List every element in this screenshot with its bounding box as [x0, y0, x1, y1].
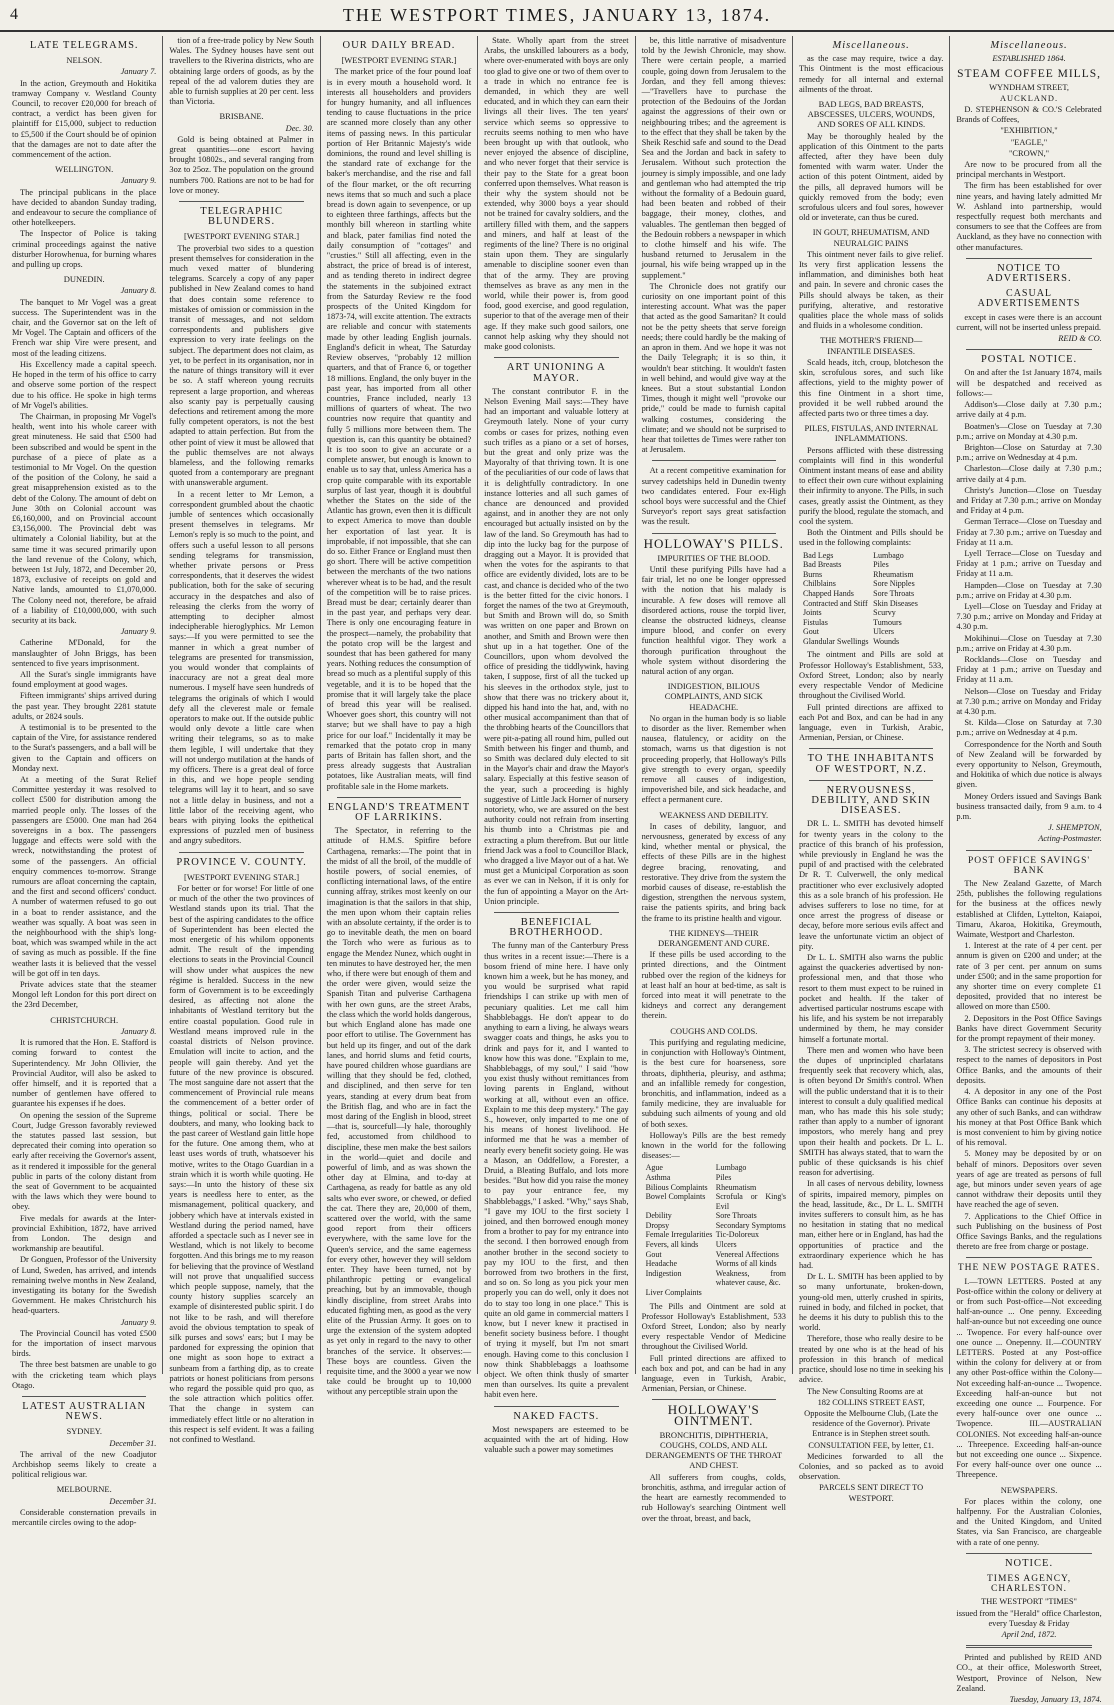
- list-item: Skin Diseases: [873, 598, 918, 608]
- dateline: Dec. 30.: [285, 123, 314, 133]
- dateline: January 8.: [120, 1026, 157, 1036]
- list-item: Worms of all kinds: [715, 1259, 777, 1269]
- list-item: Venereal Affections: [715, 1249, 779, 1259]
- list-item: Rocklands—Close on Tuesday and Friday at 1 p.m.; arrive on Tuesday and Friday at 11 a.m.: [956, 654, 1102, 685]
- newspaper-title: THE WESTPORT TIMES, JANUARY 13, 1874.: [342, 5, 772, 25]
- notice-heading-postage-rates: THE NEW POSTAGE RATES.: [957, 1263, 1101, 1274]
- article-paragraph: A testimonial is to be presented to the captain of the Vire, for assistance rendered to the Surat's passengers, and a ball will be given to the Captain and officers on Monday next.: [12, 723, 157, 773]
- list-item: Addison's—Close daily at 7.30 p.m.; arrive daily at 4 p.m.: [956, 400, 1102, 420]
- list-item: Rheumatism: [873, 569, 914, 579]
- list-item: Ague: [645, 1163, 663, 1173]
- dateline: January 9.: [120, 627, 157, 637]
- dateline: December 31.: [109, 1438, 157, 1448]
- list-item: Ulcers: [715, 1240, 737, 1250]
- article-paragraph: Five medals for awards at the Inter-provincial Exhibition, 1872, have arrived from London. The design and workmanship are beautiful.: [12, 1213, 157, 1254]
- article-paragraph: The Chairman, in proposing Mr Vogel's health, went into his whole career with great minuteness. He said that £500 had been subscribed and would be spent in the purchase of a piece of plate as a testimonial to Mr Vogel. On the question of the position of the Colony, he said a great misapprehension existed as to the debt of the Colony. The amount of debt on June 30th on Colonial account was £6,160,000, and on Provincial account £3,156,000. The Provincial debt was ultimately a Colonial liability, but at the same time it was secured primarily upon the land revenue of the Colony, which, between 1st July, 1872, and December 20, 1873, exclusive of receipts on gold and Native lands, amounted to £1,070,000. The Colony need not, therefore, be afraid of a liability of £10,000,000, with such security at its back.: [12, 411, 157, 625]
- divider: [966, 1553, 1091, 1554]
- list-item: Debility: [645, 1211, 672, 1221]
- advertisement-paragraph: This purifying and regulating medicine, in conjunction with Holloway's Ointment, is the best cure for hoarseness, sore throats, diphtheria, pleurisy, and asthma; and an infallible remedy for congestion, bronchitis, and inflammation, indeed as a family medicine, they are invaluable for subduing such ailments of young and old of both sexes.: [641, 1037, 786, 1129]
- section-heading-art-union: ART UNIONING A MAYOR.: [506, 362, 606, 384]
- advertisement-subheading: COUGHS AND COLDS.: [670, 1025, 758, 1036]
- divider: [652, 1399, 776, 1400]
- notice-heading-advertisers: NOTICE TO ADVERTISERS.: [986, 262, 1072, 285]
- list-item: St. Kilda—Close on Saturday at 7.30 p.m.; arrive on Wednesday at 4 p.m.: [956, 718, 1102, 738]
- advertisement-paragraph: Opposite the Melbourne Club, (Late the residence of the Governor). Private Entrance is in Stephen street south.: [804, 1408, 939, 1439]
- advertisement-paragraph: The Pills and Ointment are sold at Professor Holloway's Establishment, 533 Oxford Street, London; also by nearly every respectable Vendor of Medicine throughout the Civilised World.: [641, 1301, 786, 1352]
- article-paragraph: All the Surat's single immigrants have found employment at good wages.: [12, 669, 157, 690]
- list-item: Charleston—Close daily at 7.30 p.m.; arrive daily at 4 p.m.: [956, 464, 1102, 484]
- article-paragraph: Most newspapers are esteemed to be acquainted with the art of hiding. How valuable such a power may sometimes: [484, 1424, 629, 1455]
- notice-heading-postal: POSTAL NOTICE.: [980, 354, 1078, 366]
- divider: [652, 533, 776, 534]
- list-item: Contracted and Stiff: [802, 598, 868, 608]
- section-heading-daily-bread: OUR DAILY BREAD.: [342, 40, 456, 51]
- advertisement-paragraph: Dr L. L. SMITH has been applied to by so many unfortunate, broken-down, young-old men, utterly crushed in spirits, ruined in body, and filched in pocket, that he deems it his duty to publish this to the world.: [798, 1272, 944, 1333]
- article-paragraph: At a recent competitive examination for survey cadetships held in Dunedin twenty two candidates entered. Four ex-High school boys were successful and the Chief Surveyor's report says great satisfaction was the result.: [641, 466, 786, 527]
- advertisement-paragraph: This ointment never fails to give relief. Its very first application lessens the inflammation, and diminishes both heat and pain. In severe and chronic cases the Pills should always be taken, as their purifying, alterative, and restorative qualities place the whole mass of solids and fluids in a wholesome condition.: [798, 249, 944, 331]
- divider: [809, 748, 933, 749]
- article-paragraph: The arrival of the new Coadjutor Archbishop seems likely to create a political religious war.: [12, 1449, 157, 1480]
- article-paragraph: In the action, Greymouth and Hokitika tramway Company v. Westland County Council, to recover £20,000 for breach of contract, a verdict has been given for plaintiff for £15,000, subject to reduction to £5,500 if the Court should be of opinion that the damages are not to date after the commencement of the action.: [12, 78, 157, 160]
- article-paragraph: be, this little narrative of misadventure told by the Jewish Chronicle, may show. There were certain people, a married couple, going down from Jerusalem to the Jordan, and they fell among thieves:—"Travellers have to purchase the protection of the Bedouins of the Jordan against the aggressions of their own or neighbouring tribes; and the agreement is to the effect that they shall be taken by the Sheik Reschid safe and sound to the Dead Sea and the Jordan and back in safety to Jerusalem. Without such protection the journey is simply impossible, and one lady and gentleman who had attempted the trip without the formality of a Bedouin guard, had been beaten and robbed of their baggage, their money, clothes, and valuables. The gentleman then begged of the Bedouin robbers a newspaper in which to clothe himself and his wife. The husband returned to Jerusalem in the journal, his wife being wrapped up in the supplement.": [641, 36, 786, 280]
- column-1: [6, 36, 163, 1528]
- parcels-line: PARCELS SENT DIRECT TO WESTPORT.: [819, 1483, 924, 1503]
- list-item: Bilious Complaints: [645, 1182, 708, 1192]
- section-heading-naked-facts: NAKED FACTS.: [513, 1410, 600, 1422]
- brand-name: "EXHIBITION,": [1000, 126, 1058, 136]
- advertisement-paragraph: In all cases of nervous debility, lowness of spirits, impaired memory, pimples on the head, lassitude, &c., Dr L. L. SMITH invites sufferers to consult him, as he has no hesitation in stating that no medical man, either here or in England, has had the opportunities of practice and the extraordinary experience which he has had.: [798, 1179, 944, 1271]
- advertisement-heading-nervousness: NERVOUSNESS, DEBILITY, AND SKIN DISEASES.: [811, 784, 931, 817]
- notice-heading-savings-bank: POST OFFICE SAVINGS' BANK: [967, 855, 1091, 876]
- dateline: January 7.: [120, 67, 157, 77]
- column-4: [478, 36, 635, 1455]
- section-heading-province: PROVINCE V. COUNTY.: [176, 856, 307, 868]
- article-paragraph: In a recent letter to Mr Lemon, a correspondent grumbled about the chaotic jumble of sentences which occasionally present themselves in telegrams. Mr Lemon's reply is so much to the point, and offers such a useful lesson to all persons sending telegrams for transmission, whether private persons or Press correspondents, that it deserves the widest publication, both for the sake of securing accuracy in the despatches and also of releasing the clerks from the worry of attempting to decipher almost indecipherable hieroglyphics. Mr Lemon says:—If you were permitted to see the manner in which a great number of telegrams are presented for transmission, you would wonder that complaints of inaccuracy are not a great deal more numerous. I myself have seen hundreds of telegrams the originals of which I would defy all the cleverest male or female operators to make out. If the outside public would only devote a little care when writing their telegrams, so as to make them legible, I will undertake that they will not undergo mutilation at the hands of my officers. There is a great deal of force in this, and we hope people sending telegrams will lay it to heart, and so save not a little delay in business, and not a little labor of the receiving agent, who bears with pitying looks the epithetical expressions of puzzled men of business and angry subeditors.: [169, 489, 314, 846]
- list-item: Sore Throats: [873, 588, 915, 598]
- signature: J. SHEMPTON,: [1048, 823, 1102, 833]
- place-heading: CHRISTCHURCH.: [50, 1014, 119, 1025]
- list-item: Scurvy: [873, 608, 896, 618]
- list-item: 5. Money may be deposited by or on behalf of minors. Depositors over seven years of age are treated as persons of full age, but minors under seven years of age cannot withdraw their deposits until they have reached the age of seven.: [956, 1149, 1102, 1210]
- advertisement-paragraph: All sufferers from coughs, colds, bronchitis, asthma, and irregular action of the heart are earnestly recommended to rub Holloway's searching Ointment well over the throat, breast, and back,: [641, 1472, 786, 1523]
- divider: [966, 349, 1091, 350]
- double-divider: [966, 1645, 1091, 1648]
- list-item: German Terrace—Close on Tuesday and Friday at 7.30 p.m.; arrive on Tuesday and Friday at 11 a.m.: [956, 517, 1102, 547]
- signature-title: Acting-Postmaster.: [1038, 834, 1102, 844]
- dateline: January 8.: [120, 286, 157, 296]
- advertisement-paragraph: There men and women who have been the dupes of unprincipled charlatans frequently seek that recovery which, alas, is often beyond Dr Smith's control. When will the public understand that it is to their interest to consult a duly qualified medical man, who has made this his sole study; rather than apply to a number of ignorant impostors, who merely hang and prey upon their health and pockets. Dr L. L. SMITH has always stated, that to warn the public of these quicksands is his chief reason for advertising.: [798, 1045, 944, 1178]
- section-heading-miscellaneous: Miscellaneous.: [832, 40, 910, 51]
- advertisement-subheading: THE MOTHER'S FRIEND—INFANTILE DISEASES.: [820, 335, 923, 356]
- place-heading: MELBOURNE.: [56, 1484, 112, 1495]
- list-item: Female Irregularities: [645, 1230, 713, 1240]
- place-heading: WELLINGTON.: [55, 164, 114, 175]
- advertisement-paragraph: as the case may require, twice a day. This Ointment is the most efficacious remedy for all internal and external ailments of the throat.: [798, 54, 944, 94]
- article-paragraph: The market price of the four pound loaf is in every mouth a household word. It interests all householders and providers for hungry humanity, and all influences tending to cause fluctuations in the price are scanned more closely than any other items of passing news. In this particular portion of Her Britannic Majesty's wide dominions, the round and level shilling is the standard rate of exchange for the baker's merchandise, and the rise and fall of the flour market, or the oft recurring news items that so much and such a place bread is down again to sevenpence, or up to eighteen three farthings, affects but the monthly bill whereon in startling white and black, pater familias find noted the daily consumption of "cottages" and "crusties." Still all affecting, even in the abstract, the price of bread is of interest, and as tending thereto in indirect degree the statements in the subjoined extract from the Saturday Review re the food prospects of the United Kingdom for 1873-74, will excite attention. The extracts are reliable and concur with statements made by other leading English journals. England's deficit in wheat, The Saturday Review observes, "probably 12 million quarters, and that of France 6, or together 18 millions. England, the only buyer in the past year, has imported from all other countries, France included, nearly 13 millions of quarters of wheat. The two countries now require that quantity and fully 5 millions more between them. The question is, can this quantity be obtained? It is too soon to give an accurate or a complete answer, but enough is known to enable us to say that, unless America has a crop quite comparable with its exportable surplus of last year, though it is doubtful whether the States on the side of the Atlantic has grown, even then it is difficult to expect America to move than double her exportation of last year. It is improbable, if not impossible, that she can do so. Either France or England must then go short. There will be active competition between the merchants of the two nations wherever wheat is to be had, and the result of the competition will be to raise prices. Bread must be dear; certainly dearer than in the past year, and perhaps very dear. There is only one encouraging feature in the prospect—namely, the probability that the potato crop will be the largest and soundest that has been gathered for many years. Nothing reduces the consumption of bread so much as a plentiful supply of this vegetable, and it is to be hoped that the promise that it will largely take the place of bread this year will be realised. Whoever goes short, this country will not starve; but we shall have to pay a high price for our loaf." Incidentally it may be remarked that the potato crop in many parts of Britain has fallen short, and the press already suggests that Australian potatoes, like Australian meats, will find profitable sale in the Home markets.: [326, 67, 472, 791]
- list-item: Bad Breasts: [802, 560, 842, 570]
- brand-name: "CROWN,": [1008, 148, 1050, 158]
- notice-paragraph: Money Orders issued and Savings Bank business transacted daily, from 9 a.m. to 4 p.m.: [956, 791, 1102, 822]
- advertisement-paragraph: Scald heads, itch, croup, blotcheson the skin, scrofulous sores, and such like affections, yield to the mighty power of this fine Ointment in a short time, provided it be well rubbed around the affected parts two or three times a day.: [798, 357, 944, 418]
- place-heading: NELSON.: [66, 55, 103, 66]
- notice-heading: NOTICE.: [1004, 1557, 1054, 1569]
- advertisement-paragraph: except in cases were there is an account current, will not be inserted unless prepaid.: [956, 312, 1102, 332]
- advertisement-subheading: IMPURITIES OF THE BLOOD.: [657, 552, 771, 563]
- list-item: Chapped Hands: [802, 588, 854, 598]
- article-paragraph: The banquet to Mr Vogel was a great success. The Superintendent was in the chair, and the Governor sat on the left of Mr Vogel. The Captain and officers of the French war ship Vire were present, and most of the leading citizens.: [12, 297, 157, 358]
- list-item: Dropsy: [645, 1220, 670, 1230]
- advertisement-paragraph: Dr L. L. SMITH also warns the public against the quackeries advertised by non-professional men, and that those who resort to them must expect to be ruined in pocket and health. If the taker of advertised particular nostrums escape with his life, and his system be not irreparably undermined by them, he may consider himself a fortunate mortal.: [798, 952, 944, 1044]
- advertisement-subheading: PILES, FISTULAS, AND INTERNAL INFLAMMATIONS.: [804, 423, 938, 444]
- divider: [337, 797, 461, 798]
- dateline: January 9.: [120, 1317, 157, 1327]
- article-paragraph: The three best batsmen are unable to go with the cricketing team which plays Otago.: [12, 1360, 157, 1390]
- divider: [494, 357, 618, 358]
- source-line: [WESTPORT EVENING STAR.]: [184, 231, 300, 242]
- article-paragraph: It is rumored that the Hon. E. Stafford is coming forward to contest the Superintendency. Mr John Ollivier, the Provincial Auditor, will also be asked to offer himself, and it is reported that a number of gentlemen have offered to guarantee his expenses if he does.: [12, 1038, 157, 1109]
- section-heading-larrikins: ENGLAND'S TREATMENT OF LARRIKINS.: [327, 801, 471, 824]
- advertisement-paragraph: D. STEPHENSON & CO.'S Celebrated Brands of Coffees,: [956, 105, 1102, 125]
- article-paragraph: The constant contributor F. in the Nelson Evening Mail says:—They have had an important and valuable lottery at Greymouth lately. None of your curry combs or cases for prizes, nothing even such trifles as a piano or a set of horses, but the great and only prize was the Mayoralty of that thriving town. It is one of the peculiarities of our code of laws that it is delightfully contradictory. In one instance lotteries and all such games of chance are denounced and provided against, and in another they are not only encouraged but actually insisted on by the law of the land. So Greymouth has had to dip into the lucky bag for the purpose of dragging out a Mayor. It is provided that when the votes for the aspirants to that office are evidently divided, lots are to be cast, and chance is decided who of the two is the better fitted for the civic honors. I forget the names of the two at Greymouth, but Smith and Brown will do, so Smith was written on one paper and Brown on another, and Smith and Brown were then shut up in a hat together. One of the Councillors, upon whom devolved the office of presiding the tiddlywink, having taken, I suppose, first of all the tucked up his sleeves in the orthodox style, just to show that there was no trickery about it, dipped his hand into the hat, and, with no other musical accompaniment than that of the throbbing hearts of the Councillors that were pit-a-pating all round him, pulled out Smith between his finger and thumb, and so Smith was declared duly elected to sit in the Mayor's chair and draw the Mayor's salary. Especially at this festive season of the year, such a proceeding is highly suggestive of Little Jack Horner of nursery notoriety, who, we are assured on the best authority could not refrain from inserting his thumb into a Christmas pie and extracting a plum therefrom. But our little friend Jack was a fool to Councillor Black, who dragged a live Mayor out of a hat. We must get a Municipal Corporation as soon as ever we can in Nelson, if it is only for the fun of appointing a Mayor on the Art-Union principle.: [484, 386, 629, 906]
- advertisement-paragraph: In cases of debility, languor, and nervousness, generated by excess of any kind, whether mental or physical, the effects of these Pills are in the highest degree bracing, renovating, and restorative. They drive from the system the morbid causes of disease, re-establish the digestion, strengthen the nervous system, raise the patients spirits, and bring back the frame to its pristine health and vigour.: [641, 821, 786, 923]
- section-heading-telegraphic: TELEGRAPHIC BLUNDERS.: [200, 206, 283, 228]
- advertisement-paragraph: Full printed directions are affixed to each Pot and Box, and can be had in any language, even in Turkish, Arabic, Armenian, Persian, or Chinese.: [798, 702, 944, 743]
- divider: [966, 850, 1091, 851]
- article-paragraph: tion of a free-trade policy by New South Wales. The Sydney houses have sent out travellers to the Riverina districts, who are obtaining large orders of goods, as by the repeal of the ad valorem duties they are able to furnish supplies at 20 per cent. less than Victoria.: [169, 36, 314, 107]
- place-heading: SYDNEY.: [66, 1426, 102, 1437]
- divider: [179, 852, 303, 853]
- list-item: Indigestion: [645, 1268, 682, 1278]
- section-heading-australian-news: LATEST AUSTRALIAN NEWS.: [22, 1401, 147, 1423]
- list-item: Bad Legs: [802, 550, 834, 560]
- divider: [494, 1406, 618, 1407]
- article-paragraph: The Inspector of Police is taking criminal proceedings against the native disturber Horowhenua, for burning whares and pulling up crops.: [12, 229, 157, 270]
- column-7: [950, 36, 1107, 1705]
- list-item: Rheumatism: [715, 1182, 757, 1192]
- notice-paragraph: I.—TOWN LETTERS. Posted at any Post-office within the colony or delivery at or from such Post-office—Not exceeding half-an-ounce ... One penny. Exceeding half-an-ounce but not exceeding one ounce ... Twopence. For every half-ounce over one ounce ... Onepenny. II.—COUNTRY LETTERS. Posted at any Post-office within the colony for delivery at or from any other Post-office within the Colony—Not exceeding half-an-ounce ... Twopence. Exceeding half-an-ounce but not exceeding one ounce ... Fourpence. For every half-ounce over one ounce ... Twopence. III.—AUSTRALIAN COLONIES. Not exceeding half-an-ounce ... Threepence. Exceeding half-an-ounce but not exceeding one ounce ... Sixpence. For every half-ounce over one ounce ... Threepence.: [956, 1276, 1102, 1480]
- article-paragraph: Fifteen immigrants' ships arrived during the past year. They brought 2281 statute adults, or 2824 souls.: [12, 691, 157, 721]
- article-paragraph: The Chronicle does not gratify our curiosity on one important point of this interesting account. What was the paper that acted as the good Samaritan? It could not be the petty sheets that serve foreign needs; there could hardly be the making of an apron in them. And we hope it was not the Daily Telegraph; it is so thin, it wouldn't bear stitching. It wouldn't fasten in well behind, and would give way at the knees. But a stout substantial London Times, though it might well "provoke our pride," could be made to furnish capital walking costumes, considering the climate; and we should not be surprised to hear that toilettes de Times were rather ton at Jerusalem.: [641, 281, 786, 455]
- list-item: Burns: [802, 569, 823, 579]
- brand-name: "EAGLE,": [1010, 137, 1048, 147]
- imprint: Printed and published by REID AND CO., at their office, Molesworth Street, Westport, Province of Nelson, New Zealand.: [956, 1653, 1102, 1693]
- article-paragraph: The Provincial Council has voted £500 for the importation of insect marvous birds.: [12, 1328, 157, 1359]
- list-item: Weakness, from whatever cause, &c.: [715, 1268, 786, 1288]
- list-item: 3. The strictest secrecy is observed with respect to the names of depositors in Post Office Banks, and the amounts of their deposits.: [956, 1045, 1102, 1085]
- notice-paragraph: The New Zealand Gazette, of March 25th, publishes the following regulations for the business at the offices newly established at Clifden, Lyttelton, Kaiapoi, Timaru, Akaroa, Hokitika, Greymouth, Waimate, Westport and Charleston.: [956, 879, 1102, 940]
- column-2: [163, 36, 320, 1445]
- signature: REID & CO.: [1058, 334, 1102, 344]
- section-heading-late-telegrams: LATE TELEGRAMS.: [29, 40, 139, 51]
- list-item: Fevers, all kinds: [645, 1240, 699, 1250]
- advertisement-paragraph: Both the Ointment and Pills should be used in the following complaints:: [798, 528, 944, 548]
- divider: [966, 258, 1091, 259]
- column-5: [636, 36, 793, 1523]
- divider: [22, 1396, 146, 1397]
- advertisement-paragraph: Full printed directions are affixed to each box and pot, and can be had in any language, even in Turkish, Arabic, Armenian, Persian, or Chinese.: [641, 1353, 786, 1394]
- advertisement-subheading: INDIGESTION, BILIOUS COMPLAINTS, AND SICK HEADACHE.: [664, 681, 763, 712]
- list-item: Nelson—Close on Tuesday and Friday at 7.30 p.m.; arrive on Monday and Friday at 4.30 p.m.: [956, 686, 1102, 716]
- list-item: Bowel Complaints: [645, 1192, 706, 1202]
- fee-line: CONSULTATION FEE, by letter, £1.: [808, 1440, 934, 1450]
- agency-line: THE WESTPORT "TIMES": [981, 1597, 1077, 1607]
- agency-heading: TIMES AGENCY, CHARLESTON.: [986, 1574, 1072, 1595]
- notice-paragraph: Correspondence for the North and South of New Zealand will be forwarded by every opportunity to Nelson, Greymouth, and Hokitika of which due notice is always given.: [956, 739, 1102, 790]
- city-line: AUCKLAND.: [999, 93, 1059, 103]
- disease-list: [646, 1163, 786, 1297]
- article-paragraph: The funny man of the Canterbury Press thus writes in a recent issue:—There is a bosom friend of mine here. I have only known him a week, but he has money, and you would be surprised what rapid friendships I can strike up with men of pecuniary qualities. Let me call him Shabblebaggs. He don't appear to do anything to earn a living, he always wears swagger coats and things, he asks you to drink and pays for it, and I wanted to know how this was done. "Explain to me, Shabblebaggs, of my soul," I said "how you exist thusly without remittances from loving parents in England, without working at all, without even an office. Explain to me this deep mystery." The gay S., however, only imparted to me one of his means of honest livelihood. He informed me that he was a member of nearly every benefit society going. He was a Mason, an Oddfellow, a Forester, a Druid, a Bleating Buffalo, and lots more besides. "But how did you raise the money to pay your entrance fee, my Shabblebaggs," I asked. "Why," says Shab, "I gave my IOU to the first society I joined, and then borrowed enough money from a brother to pay for my entrance into the second. I then borrowed enough from another brother in the second society to pay my IOU to the first, and then borrowed from two brothers in the first, and so on. So long as you pick your men properly you can do well, only it does not do to stay too long in one place." This is quite an old game in commercial matters I know, but I never knew it practised in benefit society business before. I thought of trying it myself, but I'm not smart enough. Having come to this conclusion I now think Shabblebaggs a loathsome object. We often think thusly of smarter men than ourselves. Its quite a prevalent habit even here.: [484, 941, 629, 1400]
- list-item: Tumours: [873, 617, 902, 627]
- list-item: Mokihinui—Close on Tuesday at 7.30 p.m.; arrive on Friday at 4.30 p.m.: [956, 633, 1102, 653]
- list-item: Piles: [715, 1172, 732, 1182]
- newspaper-columns: [6, 36, 1108, 1705]
- list-item: Secondary Symptoms: [715, 1220, 786, 1230]
- source-line: [WESTPORT EVENING STAR.]: [184, 871, 300, 882]
- notice-paragraph: On and after the 1st January 1874, mails will be despatched and received as follows:—: [956, 368, 1102, 398]
- section-heading-brotherhood: BENEFICIAL BROTHERHOOD.: [509, 917, 604, 939]
- advertisement-subheading: IN GOUT, RHEUMATISM, AND NEURALGIC PAINS: [812, 227, 930, 248]
- list-item: Gout: [645, 1249, 662, 1259]
- advertisement-paragraph: Are now to be procured from all the principal merchants in Westport.: [956, 160, 1102, 180]
- complaint-list: [803, 551, 943, 647]
- list-item: Sore Throats: [715, 1211, 757, 1221]
- list-item: Lumbago: [873, 550, 904, 560]
- advertisement-paragraph: Persons afflicted with these distressing complaints will find in this wonderful Ointment instant means of ease and ability to effect their own cure without explaining their infirmity to anyone. The Pills, in such cases, greatly assist the Ointment, as they purify the blood, regulate the stomach, and cool the system.: [798, 445, 944, 526]
- place-heading: BRISBANE.: [219, 111, 264, 122]
- notice-paragraph: For places within the colony, one halfpenny. For the Australian Colonies, and the United Kingdom, and United States, via San Francisco, are chargeable with a rate of one penny.: [956, 1496, 1102, 1547]
- list-item: Sore Nipples: [873, 579, 915, 589]
- list-item: Scrofula or King's Evil: [715, 1192, 786, 1211]
- list-item: Boatmen's—Close on Tuesday at 7.30 p.m.; arrive on Monday at 4.30 p.m.: [956, 421, 1102, 441]
- article-paragraph: On opening the session of the Supreme Court, Judge Gresson favorably reviewed the statutes passed last session, but deprecated their coming into operation so early after receiving the Governor's assent, as it rendered it impossible for the general public in parts of the colony distant from the seat of Government to be acquainted with the laws which they were bound to obey.: [12, 1110, 157, 1212]
- article-paragraph: Considerable consternation prevails in mercantile circles owing to the adop-: [12, 1507, 157, 1528]
- article-paragraph: For better or for worse! For little of one or much of the other the two provinces of Westland stands upon its trial. That the best of the aspiring candidates to the office of Superintendent has been elected the most energetic of his whilom opponents admit. The result of the impending elections to seats in the Provincial Council will show under what auspices the new régime is heralded. Success in the new form of Government is to be exceedingly desired, as affecting not alone the inhabitants of Westland territory but the entire coastal population. Good rule in Westland means improved rule in the coastal districts of Nelson province. Emulation will incite to action, and the people will gain thereby. And yet the future of the new province is obscured. The most sanguine dare not assert that the commencement of Provincial rule means the commencement of a better order of things, political or social. There be doubters, and many, who looking back to the past career of Westland gain little hope for the future. One among them, who at least uses words of truth, whatsoever his motive, writes to the Otago Guardian in a strain which it is worth while quoting. He says:—In unto the history of these six years is needless here to enter, as the mismanagement, political quackery, and jobbery which have at intervals existed in Westland during the period named, have afforded a spectacle such as I never see in Westland, which is not likely to become forgotten. And this brings me to my reason for believing that the province of Westland will not prove that unqualified success which people suppose, namely, that the county history supplies scarcely an example of disinterested public spirit. I do not like to be rash, and will therefore avoid the obvious temptation to speak of silk purses and sows' ears; but I may be pardoned for expressing the opinion that one might as soon hope to extract a sunbeam from a farthing dip, as to create patriots or honest politicians from persons who regard the possible quid pro quo, as the sole attraction which politics offer. That the change in system can immediately effect little or no alteration in this respect is self evident. It was a failing not confined to Westland.: [169, 884, 314, 1445]
- list-item: Tic-Doloreux: [715, 1230, 760, 1240]
- list-item: Liver Complaints: [645, 1288, 702, 1298]
- place-heading: DUNEDIN.: [63, 274, 105, 285]
- advertisement-subheading: WEAKNESS AND DEBILITY.: [659, 809, 769, 820]
- list-item: Fistulas: [802, 617, 828, 627]
- list-item: [716, 1288, 786, 1298]
- section-heading-miscellaneous: Miscellaneous.: [990, 40, 1068, 51]
- article-paragraph: Gold is being obtained at Palmer in great quantities—one escort having brought 10802s., and several ranging from 3oz to 25oz. The population on the ground numbers 700. Rations are not to be had for love or money.: [169, 134, 314, 195]
- divider: [652, 460, 776, 461]
- list-item: Christy's Junction—Close on Tuesday and Friday at 7.30 p.m.; arrive on Monday and Friday at 4 p.m.: [956, 485, 1102, 516]
- source-line: [WESTPORT EVENING STAR.]: [341, 55, 457, 66]
- advertisement-subheading: BRONCHITIS, DIPHTHERIA, COUGHS, COLDS, AND ALL DERANGEMENTS OF THE THROAT AND CHEST.: [645, 1429, 782, 1471]
- divider: [494, 912, 618, 913]
- advertisement-paragraph: If these pills be used according to the printed directions, and the Ointment rubbed over the region of the kidneys for at least half an hour at bed-time, as salt is forced into meat it will penetrate to the kidneys and correct any derangement therein.: [641, 950, 786, 1021]
- advertisement-heading-coffee-mills: STEAM COFFEE MILLS,: [957, 68, 1101, 81]
- agency-date: April 2nd, 1872.: [1001, 1630, 1057, 1640]
- list-item: Brighton—Close on Saturday at 7.30 p.m.; arrive on Wednesday at 4 p.m.: [956, 442, 1102, 463]
- advertisement-paragraph: The ointment and Pills are sold at Professor Holloway's Establishment, 533, Oxford Street, London; also by nearly every respectable Vendor of Medicine throughout the Civilised World.: [798, 650, 944, 701]
- advertisement-paragraph: The firm has been established for over nine years, and having lately admitted Mr W. Ashland into partnership, would respectfully request both merchants and consumers to see that the Coffees are from Auckland, as they have no connection with other manufactures.: [956, 181, 1102, 252]
- article-paragraph: The proverbial two sides to a question present themselves for consideration in the much vexed matter of blundering telegrams. Scarcely a copy of any paper published in New Zealand comes to hand that does contain some reference to mistakes of omission or commission in the transit of messages, and not seldom correspondents and publishers give expression to very irate feelings on the subject. The department does not claim, as yet, to be perfect in its organisation, nor in the nature of things transitory will it ever be so. A staff whereon young recruits represent a large proportion, and whereas also scanty pay is perpetually causing defections and retirement among the more fully competent operators, is not the best adapted to attain perfection. But from the other point of view it must be allowed that the public themselves are not always blameless, and the following remarks quoted from a contemporary are pregnant with unanswerable argument.: [169, 243, 314, 488]
- dateline: December 31.: [109, 1496, 157, 1506]
- list-item: Lyell—Close on Tuesday and Friday at 7.30 p.m.; arrive on Monday and Friday at 4.30 p.m.: [956, 601, 1102, 632]
- advertisement-subheading: BAD LEGS, BAD BREASTS, ABSCESSES, ULCERS, WOUNDS, AND SORES OF ALL KINDS.: [807, 99, 935, 130]
- list-item: Asthma: [645, 1172, 671, 1182]
- list-item: Chilblains: [802, 579, 836, 589]
- advertisement-paragraph: Therefore, those who really desire to be treated by one who is at the head of his profession in this branch of medical practice, should lose no time in seeking his advice.: [798, 1334, 944, 1385]
- address-line: 182 COLLINS STREET EAST,: [817, 1397, 925, 1407]
- advertisement-heading-holloway-pills: HOLLOWAY'S PILLS.: [643, 535, 784, 551]
- advertisement-paragraph: Until these purifying Pills have had a fair trial, let no one be longer oppressed with the notion that his malady is incurable. A few doses will remove all disordered actions, rouse the torpid liver, cleanse the obstructed kidneys, cleanse impure blood, and confer on every function healthful vigor. They work a thorough purification throughout the whole system without disordering the natural action of any organ.: [641, 564, 786, 676]
- page-number: 4: [10, 6, 18, 23]
- advertisement-paragraph: No organ in the human body is so liable to disorder as the liver. Remember when nausea, flatulency, or acidity on the stomach, warns us that digestion is not proceeding properly, that Holloway's Pills give strength to every organ, speedily remove all causes of indigestion, impoverished bile, and sick headache, and effect a permanent cure.: [641, 713, 786, 805]
- imprint-date: Tuesday, January 13, 1874.: [1009, 1695, 1102, 1705]
- list-item: Wounds: [873, 636, 900, 646]
- article-paragraph: Catherine M'Donald, for the manslaughter of John Briggs, has been sentenced to five years imprisonment.: [12, 638, 157, 668]
- subheading-newspapers: NEWSPAPERS.: [1000, 1484, 1058, 1495]
- article-paragraph: State. Wholly apart from the street Arabs, the unskilled labourers as a body, where over-enumerated with boys are only too glad to give one or two of them over to a trade in which no entrance fee is demanded, in which they are well educated, and in which they can earn their livings all their lives. The ten years' service which seems so oppressive to recruits seems nothing to men who have been brought up with that outlook, who never enjoyed the absence of discipline, and who never forget that their service is their pay to the State for a great boon conferred upon themselves. What reason is their why the system should not be extended, why 3000 boys a year should not be trained for cavalry soldiers, and the artillery filled with them, and the sappers and miners, and half at least of the regiments of the line? There is no original stain upon them. They are singularly amenable to discipline sooner even than that of the army. They are proving themselves as brave as any men in the world, while their power is, from good food, good exercise, and good regulation, superior to that of the average men of their age. If they make such good sailors, one cannot help asking why they should not make good colonists.: [484, 36, 629, 352]
- divider: [179, 201, 303, 202]
- agency-line: issued from the "Herald" office Charleston, every Tuesday & Friday: [956, 1608, 1102, 1628]
- masthead: [0, 0, 1114, 32]
- advertisement-paragraph: Holloway's Pills are the best remedy known in the world for the following diseases:—: [641, 1130, 786, 1161]
- list-item: Glandular Swellings: [802, 636, 869, 646]
- article-paragraph: At a meeting of the Surat Relief Committee yesterday it was resolved to collect £500 for distribution among the married people only. The losses of the passengers are £5000. One man had 264 sovereigns in a box. The passengers luggage and effects were sold with the wreck, notwithstanding the protest of some of the passengers. An official enquiry commences to-morrow. Strange rumours are afloat concerning the captain, and the first and second officers' conduct. A number of watermen refused to go out in a boat to render assistance, and the weather was squally. A boat was seen in the neighbourhood with the ship's long-boat, which was swamped while in the act of saving as much as possible. If the fine weather lasts it is believed that the vessel will be got off in ten days.: [12, 775, 157, 978]
- list-item: Hampden—Close on Tuesday at 7.30 p.m.; arrive on Friday at 4.30 p.m.: [956, 580, 1102, 600]
- list-item: 1. Interest at the rate of 4 per cent. per annum is given on £200 and under; at the rate of 3 per cent. per annum on sums under £500; and in the same proportion for any shorter time on every complete £1 deposited, provided that no interest be allowed on more than £500.: [956, 941, 1102, 1012]
- list-item: Ulcers: [873, 627, 895, 637]
- established-line: ESTABLISHED 1864.: [992, 54, 1066, 64]
- advertisement-heading-holloway-ointment: HOLLOWAY'S OINTMENT.: [667, 1402, 760, 1428]
- list-item: Piles: [873, 560, 889, 570]
- list-item: Lumbago: [715, 1163, 747, 1173]
- advertisement-paragraph: May be thoroughly healed by the application of this Ointment to the parts affected, after they have been duly fomented with warm water. Under the action of this potent Ointment, aided by the pills, all depraved humors will be quickly removed from the body; even scrofulous ulcers and foul sores, however old or inveterate, can thus be cured.: [798, 131, 944, 223]
- column-6: [793, 36, 950, 1503]
- dateline: January 9.: [120, 176, 157, 186]
- advertisement-paragraph: DR L. L. SMITH has devoted himself for twenty years in the colony to the practice of this branch of his profession, while previously in England he was the pupil of and practised with the celebrated Dr R. T. Culverwell, the only medical practitioner who ever exclusively adopted this as a sole branch of his profession. He advises sufferers to lose no time, for at once arrest the progress of disease or decay, before more serious evils affect and leave the unfortunate victim an object of pity.: [798, 819, 944, 951]
- article-paragraph: His Excellency made a capital speech. He hoped in the term of his office to carry and observe some portion of the respect due to his office. He spoke in high terms of Mr Vogel's abilities.: [12, 359, 157, 410]
- list-item: Joints: [802, 608, 822, 618]
- address-line: WYNDHAM STREET,: [989, 82, 1069, 92]
- casual-advertisements-heading: CASUAL ADVERTISEMENTS: [977, 288, 1081, 310]
- article-paragraph: The principal publicans in the place have decided to abandon Sunday trading, and endeavour to secure the compliance of other hotelkeepers.: [12, 187, 157, 228]
- divider: [809, 780, 933, 781]
- advertisement-heading-inhabitants: TO THE INHABITANTS OF WESTPORT, N.Z.: [807, 753, 935, 775]
- article-paragraph: The Spectator, in referring to the attitude of H.M.S. Spitfire before Carthagena, remarks:—The point that in the midst of all the broil, of the muddle of hostile powers, of social enemies, of conflicting international laws, of the entire cunning affray, strikes most keenly on our imagination is that the sailors in that ship, the men upon whom their captain relies with an absolute certainty, if the order is to go to inevitable death, the men on board the Torch who were as furious as to engage the Mendez Nunez, which ought in ten minutes to have destroyed her, the men who, if there were but enough of them and the order were given, would seize the Spanish Titan and pulverise Carthagena with her own guns, are the street Arabs, the class which the world holds dangerous, but which England alone has made one poor effort to utilise. The Government has but held up its finger, and out of the dark lanes, and horrid slums and fetid courts, have poured children whose guardians are willing that they should be fed, clothed, and disciplined, and then serve for ten years, standing at every drum beat from the British flag, and who are in fact the most daring of the English in blood, street—that is, sourcefull—ly hale, thoroughly fed, accustomed from childhood to discipline, these men make the best sailors in the world—quiet and docile and powerful of limb, and as was shown the other day at Elmina, and to-day at Carthagena, as ready for battle as any old salts who ever swore, or chewed, or defied the cat. There they are, 20,000 of them, scattered over the world, with the same good report from their officers everywhere, with the same love for the Queen's service, and the same eagerness for every other, however they will seldom enter. They have been turned, not by philanthropic petting or evangelical preaching, but by an immovable, though kindly discipline, from street Arabs into educated fighting men, as good as the very elite of the Prussian Army. It goes on to urge the extension of the system adopted as yet only in regard to the navy to other branches of the service. It observes:—These boys are countless. Given the requisite time, and the 3000 a year we now take could be brought up to 10,000 without any perceptible strain upon the: [326, 826, 472, 1397]
- list-item: Gout: [802, 627, 819, 637]
- divider: [966, 1257, 1091, 1258]
- list-item: 7. Applications to the Chief Office in such Publishing on the business of Post Office Savings Banks, and the regulations thereto are free from charge or postage.: [956, 1211, 1102, 1252]
- list-item: 4. A depositor in any one of the Post Office Banks can continue his deposits at any other of such Banks, and can withdraw his money at that Post Office Bank which is most convenient to him by giving notice of his removal.: [956, 1087, 1102, 1148]
- list-item: Lyell Terrace—Close on Tuesday and Friday at 1 p.m.; arrive on Tuesday and Friday at 11 a.m.: [956, 548, 1102, 579]
- advertisement-subheading: THE KIDNEYS—THEIR DERANGEMENT AND CURE.: [657, 927, 770, 949]
- list-item: 2. Depositors in the Post Office Savings Banks have direct Government Security for the prompt repayment of their money.: [956, 1013, 1102, 1044]
- article-paragraph: Dr Gonguen, Professor of the University of Lund, Sweden, has arrived, and intends remaining twelve months in New Zealand, investigating its botany for the Swedish Government. He makes Christchurch his head-quarters.: [12, 1255, 157, 1316]
- advertisement-paragraph: Medicines forwarded to all the Colonies, and so packed as to avoid observation.: [798, 1451, 944, 1482]
- column-3: [321, 36, 478, 1397]
- advertisement-paragraph: The New Consulting Rooms are at: [806, 1386, 924, 1396]
- article-paragraph: Private advices state that the steamer Mongol left London for this port direct on the 23rd December,: [12, 980, 157, 1010]
- list-item: Headache: [645, 1259, 678, 1269]
